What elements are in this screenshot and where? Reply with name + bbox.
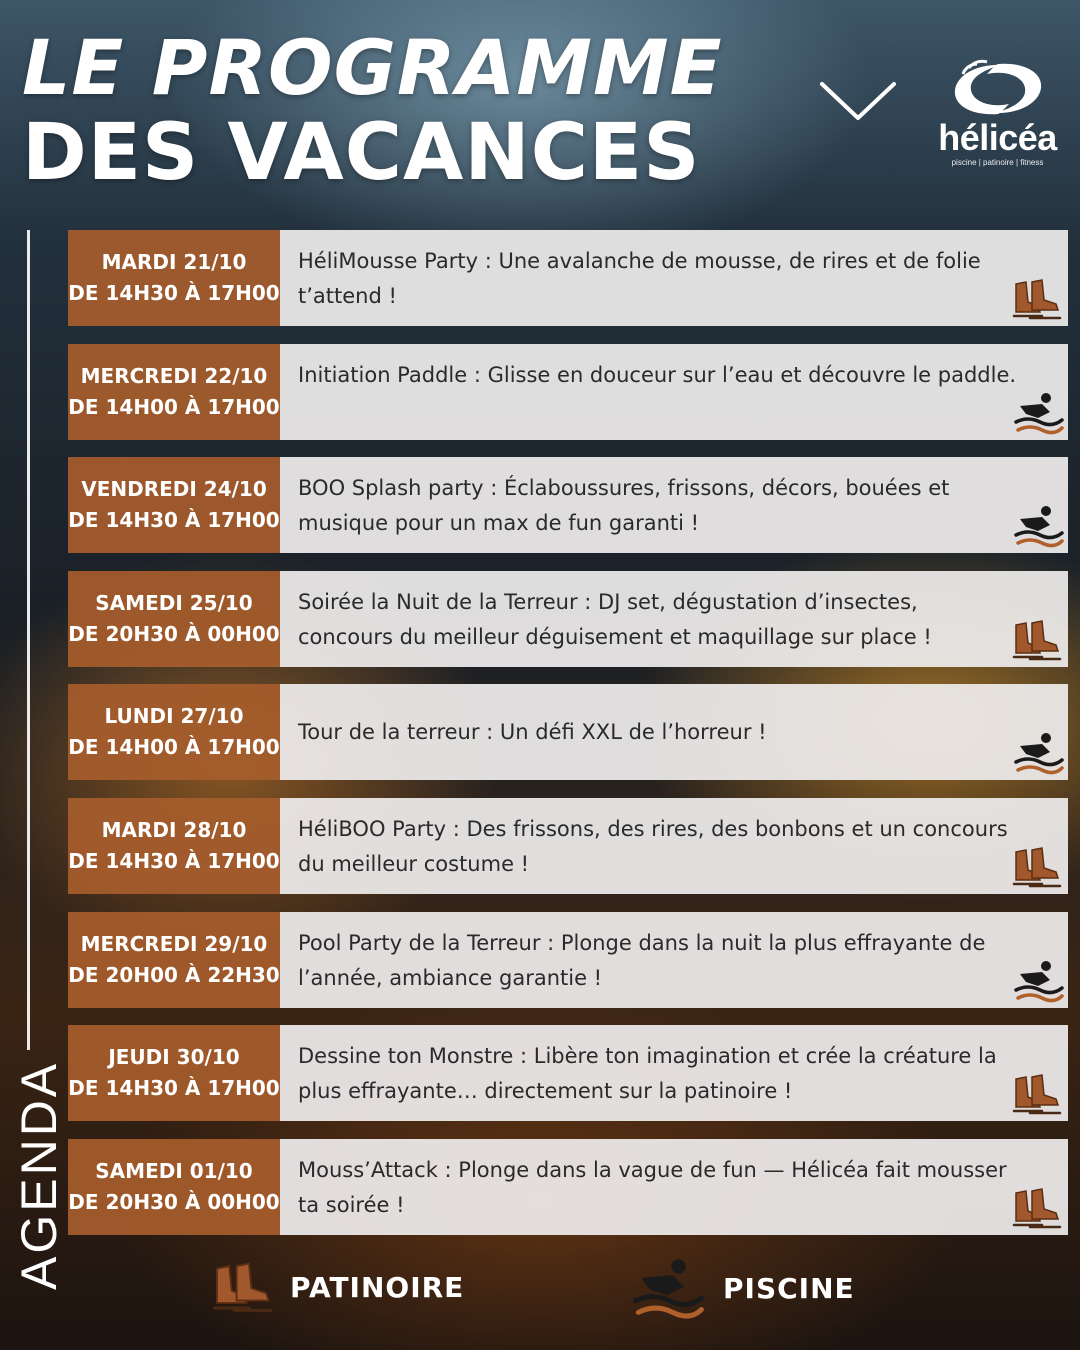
event-description-box [280,457,1068,553]
event-date [68,457,280,553]
event-list [68,230,1068,1252]
event-date [68,798,280,894]
logo-brand: hélicéa [938,117,1057,158]
skate-icon [1012,1185,1064,1231]
event-description-box [280,684,1068,780]
event-date [68,1025,280,1121]
title-line-1: LE PROGRAMME [22,23,723,112]
event-row [68,912,1068,1008]
event-description: HéliMousse Party : Une avalanche de mousse, de rires et de folie t’attend ! [298,249,981,308]
event-time: DE 20H30 À 00H00 [68,621,280,646]
legend-piscine [625,1255,855,1321]
event-day: MARDI 21/10 [101,250,247,274]
event-day: SAMEDI 25/10 [95,590,253,615]
event-day: MERCREDI 22/10 [80,363,268,388]
event-time: DE 14H00 À 17H00 [68,394,280,419]
event-description: Initiation Paddle : Glisse en douceur sur l’eau et découvre le paddle. [298,362,1017,387]
swimmer-icon [625,1255,709,1321]
event-description-box [280,798,1068,894]
event-description: Tour de la terreur : Un défi XXL de l’horreur ! [298,719,767,744]
swimmer-icon [1012,390,1064,436]
event-day: VENDREDI 24/10 [81,477,267,502]
event-date [68,684,280,780]
skate-icon [1012,844,1064,890]
event-date [68,1139,280,1235]
swimmer-icon [1012,503,1064,549]
event-date [68,571,280,667]
event-time: DE 20H30 À 00H00 [68,1189,280,1214]
event-description-box [280,344,1068,440]
skate-icon [1012,617,1064,663]
event-day: LUNDI 27/10 [104,704,244,729]
event-time: DE 14H30 À 17H00 [68,281,280,305]
event-description: HéliBOO Party : Des frissons, des rires, des bonbons et un concours du meilleur costume ! [298,816,1008,876]
event-date [68,230,280,326]
event-description: Mouss’Attack : Plonge dans la vague de fun — Hélicéa fait mousser ta soirée ! [298,1157,1007,1217]
event-row [68,571,1068,667]
event-description-box [280,230,1068,326]
skate-icon [1012,276,1064,322]
event-time: DE 14H00 À 17H00 [68,735,280,760]
event-description-box [280,912,1068,1008]
swimmer-icon [1012,730,1064,776]
agenda-label: AGENDA [11,1060,67,1290]
brand-logo [925,58,1070,178]
legend-piscine-label: PISCINE [723,1271,855,1305]
event-time: DE 14H30 À 17H00 [68,508,280,533]
swimmer-icon [1012,958,1064,1004]
event-day: MERCREDI 29/10 [80,931,268,956]
event-row [68,1139,1068,1235]
agenda-divider [27,230,30,1050]
skate-icon [212,1258,276,1316]
event-description: BOO Splash party : Éclaboussures, frissons, décors, bouées et musique pour un max de fun garanti ! [298,476,950,536]
event-day: MARDI 28/10 [101,817,247,842]
logo-tagline: piscine | patinoire | fitness [951,158,1044,167]
chevron-down-icon [818,78,898,126]
legend-patinoire-label: PATINOIRE [290,1270,465,1304]
event-time: DE 14H30 À 17H00 [68,848,280,873]
event-row [68,684,1068,780]
event-description: Dessine ton Monstre : Libère ton imagination et crée la créature la plus effrayante… directement sur la patinoire ! [298,1044,997,1104]
skate-icon [1012,1071,1064,1117]
event-row [68,230,1068,326]
event-row [68,344,1068,440]
legend-patinoire [212,1258,464,1316]
event-time: DE 20H00 À 22H30 [68,962,280,987]
event-description: Pool Party de la Terreur : Plonge dans la nuit la plus effrayante de l’année, ambiance garantie ! [298,930,986,990]
event-date [68,912,280,1008]
event-row [68,457,1068,553]
event-row [68,1025,1068,1121]
event-day: JEUDI 30/10 [108,1045,240,1070]
event-description-box [280,1025,1068,1121]
page-title [22,23,723,198]
title-line-2: DES VACANCES [22,108,701,198]
event-description-box [280,571,1068,667]
event-row [68,798,1068,894]
helicea-swirl-icon [943,58,1053,120]
event-description: Soirée la Nuit de la Terreur : DJ set, dégustation d’insectes, concours du meilleur déguisement et maquillage sur place ! [298,589,932,649]
event-description-box [280,1139,1068,1235]
event-date [68,344,280,440]
event-time: DE 14H30 À 17H00 [68,1076,280,1101]
event-day: SAMEDI 01/10 [95,1158,253,1183]
